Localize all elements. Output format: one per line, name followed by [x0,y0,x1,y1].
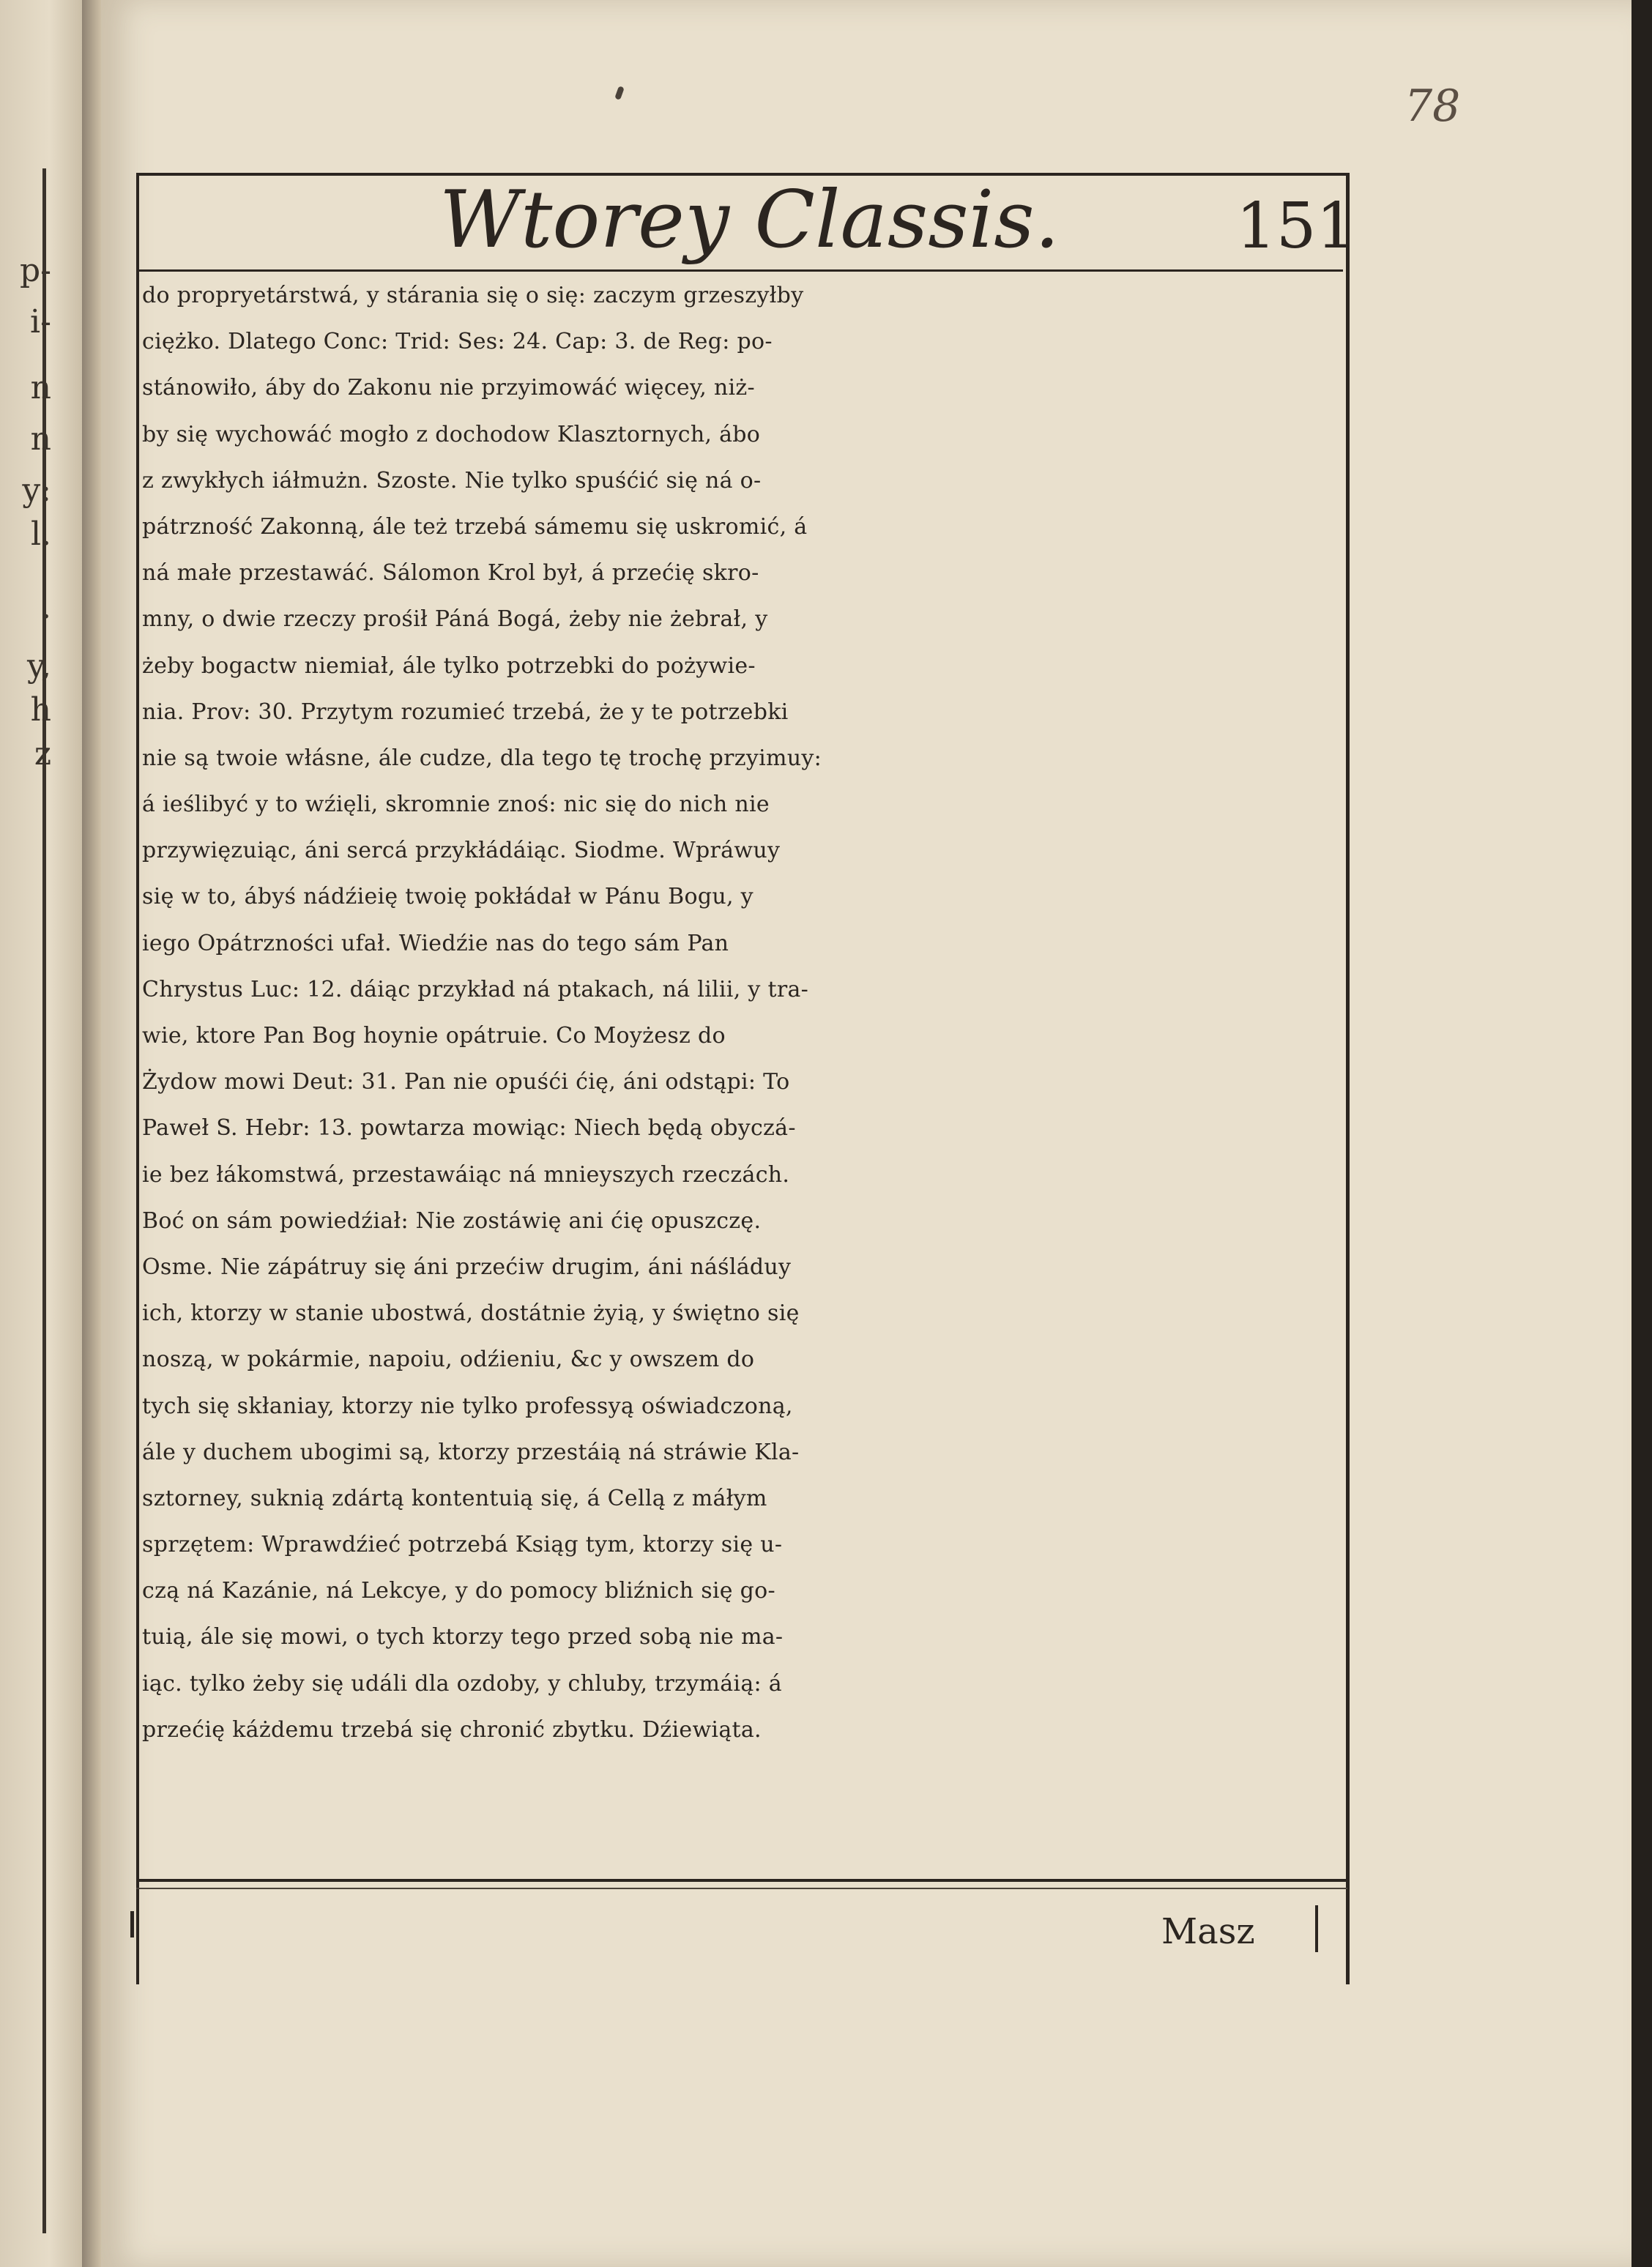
text-line: wie, ktore Pan Bog hoynie opátruie. Co Moyżesz do [142,1023,726,1049]
text-line: przywięzuiąc, áni sercá przykłádáiąc. Siodme. Wpráwuy [142,838,781,864]
adjacent-text-fragment: i- [30,303,51,340]
adjacent-text-fragment: y: [22,472,51,509]
text-line: iego Opátrzności ufał. Wiedźie nas do tego sám Pan [142,930,729,956]
text-line: Paweł S. Hebr: 13. powtarza mowiąc: Niech będą obyczá- [142,1115,796,1142]
text-line: z zwykłych iáłmużn. Szoste. Nie tylko spuśćić się ná o- [142,467,762,494]
text-line: stánowiło, áby do Zakonu nie przyimowáć więcey, niż- [142,375,755,401]
text-line: iąc. tylko żeby się událi dla ozdoby, y chluby, trzymáią: á [142,1670,782,1697]
adjacent-page-edge [0,0,82,2267]
text-line: czą ná Kazánie, ná Lekcye, y do pomocy bliźnich się go- [142,1578,775,1604]
text-line: ná małe przestawáć. Sálomon Krol był, á przećię skro- [142,560,759,587]
adjacent-text-fragment: y, [27,647,51,685]
page-edge-shadow [1631,0,1652,2267]
adjacent-text-fragment: n [30,369,51,406]
text-line: noszą, w pokármie, napoiu, odźieniu, &c y owszem do [142,1347,755,1373]
text-line: się w to, ábyś nádźieię twoię pokłádał w Pánu Bogu, y [142,884,754,910]
catchword: Masz [1161,1911,1255,1952]
margin-tick [130,1911,134,1937]
text-line: by się wychowáć mogło z dochodow Klasztornych, ábo [142,421,761,447]
text-line: á ieślibyć y to wźięli, skromnie znoś: nic się do nich nie [142,792,770,818]
text-line: tuią, ále się mowi, o tych ktorzy tego przed sobą nie ma- [142,1624,784,1650]
text-line: Boć on sám powiedźiał: Nie zostáwię ani ćię opuszczę. [142,1207,762,1234]
adjacent-text-fragment: l. [30,515,51,553]
text-line: sztorney, suknią zdártą kontentuią się, á Cellą z máłym [142,1485,767,1511]
body-text [136,272,1343,1753]
header-rule [136,269,1343,272]
text-line: mny, o dwie rzeczy prośił Páná Bogá, żeby nie żebrał, y [142,606,768,633]
margin-tick [1315,1905,1318,1952]
footer-rule-secondary [136,1888,1347,1889]
text-line: żeby bogactw niemiał, ále tylko potrzebki do pożywie- [142,652,756,679]
text-line: tych się skłaniay, ktorzy nie tylko professyą oświadczoną, [142,1393,793,1419]
adjacent-text-fragment: h [30,691,51,729]
text-line: przećię káżdemu trzebá się chronić zbytku. Dźiewiąta. [142,1716,762,1743]
book-gutter [82,0,101,2267]
text-line: ále y duchem ubogimi są, ktorzy przestáią ná stráwie Kla- [142,1439,800,1465]
running-head: Wtorey Classis. [439,174,1060,266]
text-line: ciężko. Dlatego Conc: Trid: Ses: 24. Cap: 3. de Reg: po- [142,329,773,355]
adjacent-text-fragment: z [34,735,51,773]
adjacent-text-fragment: p- [19,252,51,289]
text-line: sprzętem: Wprawdźieć potrzebá Ksiąg tym, ktorzy się u- [142,1532,783,1558]
text-line: Chrystus Luc: 12. dáiąc przykład ná ptakach, ná lilii, y tra- [142,976,809,1002]
adjacent-text-fragment: n [30,420,51,458]
text-line: Żydow mowi Deut: 31. Pan nie opuśći ćię, áni odstąpi: To [142,1069,790,1095]
text-line: ich, ktorzy w stanie ubostwá, dostátnie żyią, y świętno się [142,1300,800,1327]
page-number: 151 [1236,190,1357,263]
footer-rule [136,1879,1347,1882]
text-line: nie są twoie włásne, ále cudze, dla tego tę trochę przyimuy: [142,745,822,771]
handwritten-folio-number: 78 [1404,81,1461,132]
text-line: nia. Prov: 30. Przytym rozumieć trzebá, że y te potrzebki [142,699,789,725]
text-line: pátrzność Zakonną, ále też trzebá sámemu się uskromić, á [142,513,808,540]
text-line: do propryetárstwá, y stárania się o się: zaczym grzeszyłby [142,283,804,308]
adjacent-text-fragment: . [41,589,51,626]
text-line: Osme. Nie zápátruy się áni przećiw drugim, áni náśláduy [142,1254,792,1280]
text-line: ie bez łákomstwá, przestawáiąc ná mnieyszych rzeczách. [142,1161,790,1188]
